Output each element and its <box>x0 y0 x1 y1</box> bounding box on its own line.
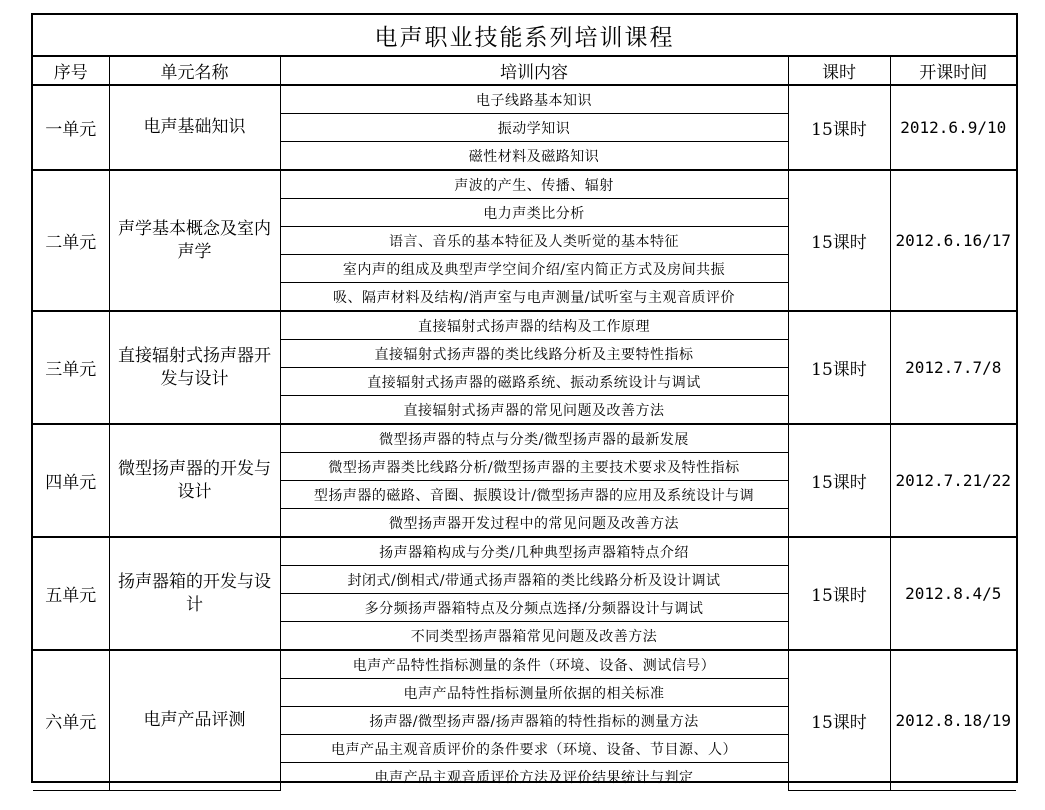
unit-start-date: 2012.7.7/8 <box>890 311 1016 424</box>
content-cell <box>280 424 788 453</box>
table-row <box>33 424 1016 453</box>
unit-number: 三单元 <box>33 311 109 424</box>
content-text: 直接辐射式扬声器的磁路系统、振动系统设计与调试 <box>367 374 701 391</box>
table-row <box>33 85 1016 114</box>
table-row <box>33 170 1016 199</box>
header-row <box>33 57 1016 85</box>
unit-name: 电声产品评测 <box>109 650 280 790</box>
content-text: 微型扬声器类比线路分析/微型扬声器的主要技术要求及特性指标 <box>328 459 740 476</box>
unit-hours: 15课时 <box>788 650 890 790</box>
unit-name: 微型扬声器的开发与设计 <box>109 424 280 537</box>
unit-start-date: 2012.8.4/5 <box>890 537 1016 650</box>
content-text: 电声产品主观音质评价方法及评价结果统计与判定 <box>374 769 694 786</box>
content-cell <box>280 509 788 538</box>
content-text: 扬声器/微型扬声器/扬声器箱的特性指标的测量方法 <box>369 713 699 730</box>
unit-name: 直接辐射式扬声器开发与设计 <box>109 311 280 424</box>
header-seq: 序号 <box>33 57 109 85</box>
content-cell <box>280 227 788 255</box>
unit-start-date: 2012.7.21/22 <box>890 424 1016 537</box>
unit-number: 四单元 <box>33 424 109 537</box>
content-cell <box>280 142 788 171</box>
content-cell <box>280 340 788 368</box>
content-cell <box>280 537 788 566</box>
content-text: 电声产品特性指标测量的条件（环境、设备、测试信号） <box>352 657 716 674</box>
unit-start-date: 2012.8.18/19 <box>890 650 1016 790</box>
unit-hours: 15课时 <box>788 537 890 650</box>
content-cell <box>280 368 788 396</box>
content-text: 微型扬声器的特点与分类/微型扬声器的最新发展 <box>379 431 689 448</box>
content-text: 吸、隔声材料及结构/消声室与电声测量/试听室与主观音质评价 <box>333 289 735 306</box>
table-row <box>33 311 1016 340</box>
content-text: 磁性材料及磁路知识 <box>468 148 600 165</box>
content-cell <box>280 114 788 142</box>
table-row <box>33 537 1016 566</box>
course-body <box>33 85 1016 790</box>
unit-hours: 15课时 <box>788 424 890 537</box>
unit-hours: 15课时 <box>788 311 890 424</box>
content-text: 直接辐射式扬声器的类比线路分析及主要特性指标 <box>374 346 694 363</box>
content-text: 直接辐射式扬声器的结构及工作原理 <box>418 318 650 335</box>
unit-name: 电声基础知识 <box>109 85 280 170</box>
content-cell <box>280 311 788 340</box>
content-text: 声波的产生、传播、辐射 <box>454 177 614 194</box>
content-cell <box>280 283 788 312</box>
header-time: 开课时间 <box>890 57 1016 85</box>
content-cell <box>280 735 788 763</box>
content-cell <box>280 594 788 622</box>
course-sheet <box>31 13 1018 786</box>
unit-number: 六单元 <box>33 650 109 790</box>
content-text: 室内声的组成及典型声学空间介绍/室内简正方式及房间共振 <box>342 261 726 278</box>
content-text: 振动学知识 <box>497 120 571 137</box>
unit-name: 声学基本概念及室内声学 <box>109 170 280 311</box>
table-row <box>33 650 1016 679</box>
content-cell <box>280 255 788 283</box>
content-text: 电子线路基本知识 <box>476 92 592 109</box>
content-text: 直接辐射式扬声器的常见问题及改善方法 <box>403 402 665 419</box>
content-text: 微型扬声器开发过程中的常见问题及改善方法 <box>389 515 679 532</box>
unit-start-date: 2012.6.9/10 <box>890 85 1016 170</box>
content-text: 多分频扬声器箱特点及分频点选择/分频器设计与调试 <box>364 600 704 617</box>
unit-hours: 15课时 <box>788 170 890 311</box>
header-content: 培训内容 <box>280 57 788 85</box>
page-title: 电声职业技能系列培训课程 <box>33 15 1016 57</box>
unit-hours: 15课时 <box>788 85 890 170</box>
header-name: 单元名称 <box>109 57 280 85</box>
content-cell <box>280 763 788 791</box>
content-cell <box>280 566 788 594</box>
content-cell <box>280 622 788 651</box>
content-cell <box>280 199 788 227</box>
content-cell <box>280 170 788 199</box>
unit-name: 扬声器箱的开发与设计 <box>109 537 280 650</box>
content-text: 型扬声器的磁路、音圈、振膜设计/微型扬声器的应用及系统设计与调 <box>313 487 755 504</box>
content-cell <box>280 85 788 114</box>
content-text: 电声产品主观音质评价的条件要求（环境、设备、节目源、人） <box>331 741 737 758</box>
content-cell <box>280 481 788 509</box>
content-cell <box>280 650 788 679</box>
content-cell <box>280 453 788 481</box>
unit-start-date: 2012.6.16/17 <box>890 170 1016 311</box>
content-text: 不同类型扬声器箱常见问题及改善方法 <box>410 628 658 645</box>
unit-number: 五单元 <box>33 537 109 650</box>
content-text: 封闭式/倒相式/带通式扬声器箱的类比线路分析及设计调试 <box>347 572 721 589</box>
content-text: 扬声器箱构成与分类/几种典型扬声器箱特点介绍 <box>379 544 689 561</box>
content-cell <box>280 396 788 425</box>
content-text: 电力声类比分析 <box>483 205 585 222</box>
content-text: 语言、音乐的基本特征及人类听觉的基本特征 <box>389 233 679 250</box>
content-cell <box>280 679 788 707</box>
content-text: 电声产品特性指标测量所依据的相关标准 <box>403 685 665 702</box>
course-table <box>33 57 1016 791</box>
unit-number: 二单元 <box>33 170 109 311</box>
content-cell <box>280 707 788 735</box>
unit-number: 一单元 <box>33 85 109 170</box>
header-hours: 课时 <box>788 57 890 85</box>
